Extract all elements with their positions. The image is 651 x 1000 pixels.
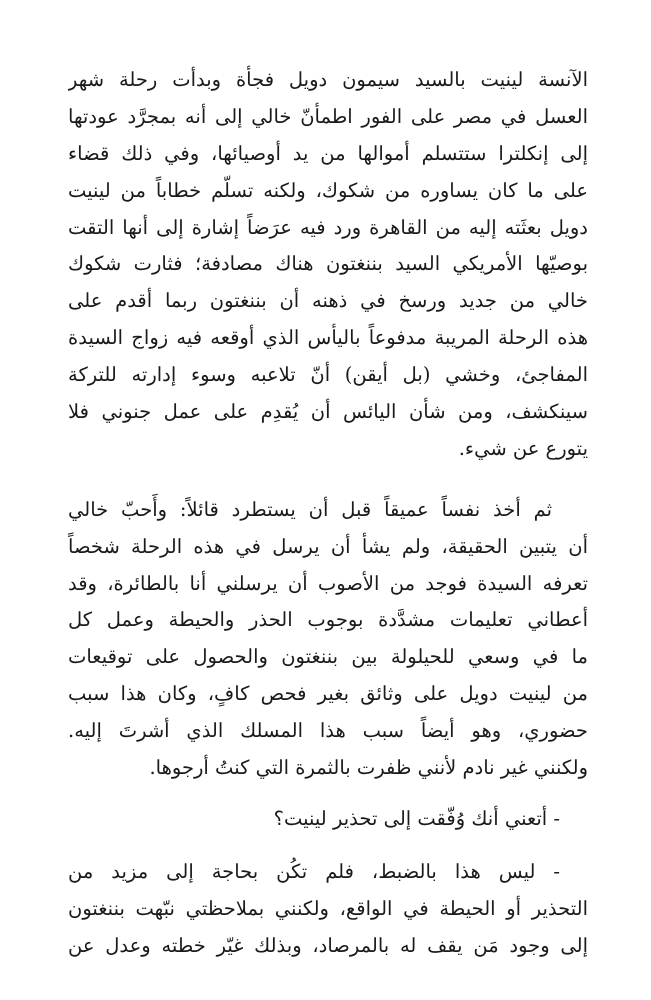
text-line: أن يتبين الحقيقة، ولم يشأ أن يرسل في هذه الرحلة شخصاً [68, 534, 588, 558]
paragraph-4 [68, 854, 588, 965]
book-page [68, 62, 588, 964]
text-line: ولكنني غير نادم لأنني ظفرت بالثمرة التي كنتُ أرجوها. [149, 756, 588, 780]
text-line: إلى وجود مَن يقف له بالمرصاد، وبذلك غيّر خطته وعدل عن [68, 933, 588, 957]
text-line: - ليس هذا بالضبط، فلم تكُن بحاجة إلى مزيد من [68, 859, 560, 883]
text-line: على ما كان يساوره من شكوك، ولكنه تسلّم خطاباً من لينيت [68, 178, 588, 202]
text-line: التحذير أو الحيطة في الواقع، ولكنني بملاحظتي نبّهت بننغتون [68, 896, 588, 920]
text-line: من لينيت دويل على وثائق بغير فحص كافٍ، وكان هذا سبب [68, 682, 588, 706]
text-line: خالي من جديد ورسخ في ذهنه أن بننغتون ربما أقدم على [68, 289, 588, 313]
text-line: العسل في مصر على الفور اطمأنّ خالي إلى أنه بمجرَّد عودتها [68, 104, 588, 128]
text-line: المفاجئ، وخشي (بل أيقن) أنّ تلاعبه وسوء إدارته للتركة [68, 363, 588, 387]
text-line: بوصيّها الأمريكي السيد بننغتون هناك مصادفة؛ فثارت شكوك [68, 252, 588, 276]
text-line: دويل بعثَته إليه من القاهرة ورد فيه عرَضاً إشارة إلى أنها التقت [68, 215, 588, 239]
paragraph-1 [68, 62, 588, 468]
paragraph-3 [68, 801, 588, 838]
paragraph-2 [68, 492, 588, 787]
text-line: أعطاني تعليمات مشدَّدة بوجوب الحذر والحيطة وعمل كل [68, 608, 588, 632]
text-line: ثم أخذ نفساً عميقاً قبل أن يستطرد قائلاً: وأَحبّ خالي [68, 497, 552, 521]
text-line: سينكشف، ومن شأن اليائس أن يُقدِم على عمل جنوني فلا [68, 400, 588, 424]
text-line: حضوري، وهو أيضاً سبب هذا المسلك الذي أشرتَ إليه. [68, 719, 588, 743]
text-line: تعرفه السيدة فوجد من الأصوب أن يرسلني أنا بالطائرة، وقد [68, 571, 588, 595]
text-line: - أتعني أنك وُفّقت إلى تحذير لينيت؟ [273, 806, 560, 830]
text-line: إلى إنكلترا ستتسلم أموالها من يد أوصيائها، وفي ذلك قضاء [68, 141, 588, 165]
text-line: هذه الرحلة المريبة مدفوعاً باليأس الذي أوقعه فيه زواج السيدة [68, 326, 588, 350]
text-line: ما في وسعي للحيلولة بين بننغتون والحصول على توقيعات [68, 645, 588, 669]
text-line: الآنسة لينيت بالسيد سيمون دويل فجأة وبدأت رحلة شهر [68, 68, 588, 91]
text-line: يتورع عن شيء. [458, 436, 588, 460]
